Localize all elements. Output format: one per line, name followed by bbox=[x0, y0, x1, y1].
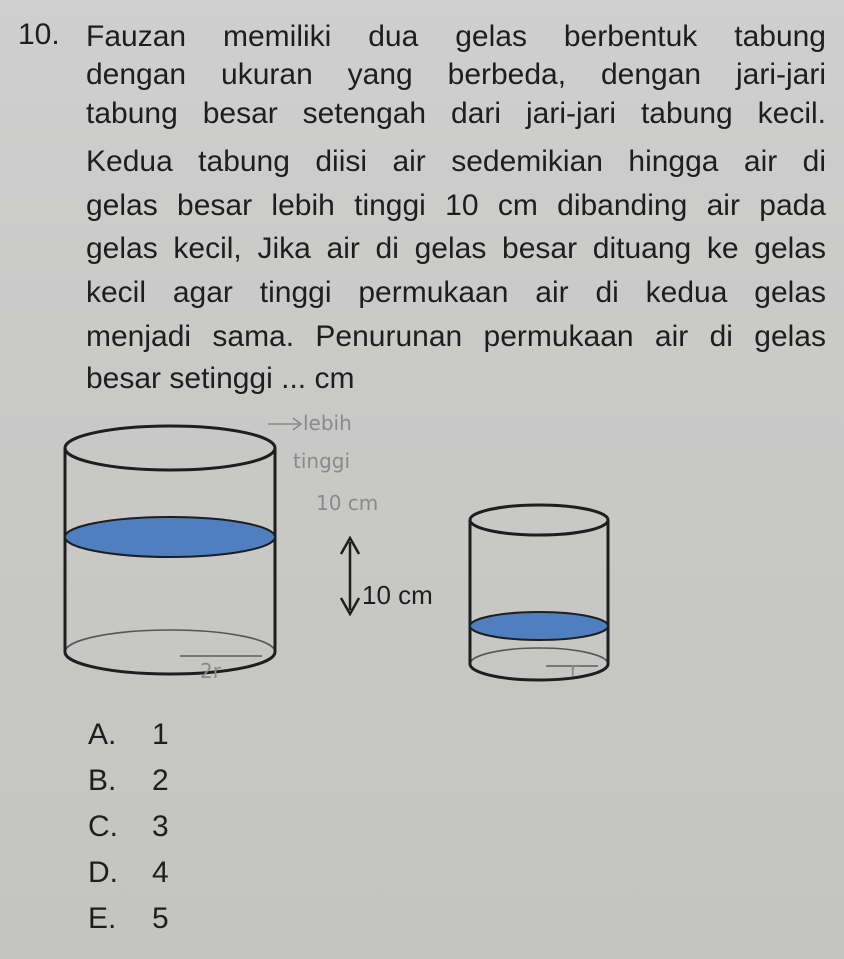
option-letter: B. bbox=[88, 764, 117, 797]
option-c[interactable] bbox=[88, 804, 169, 850]
height-difference-arrow bbox=[341, 538, 433, 614]
option-letter: A. bbox=[88, 718, 117, 751]
question-line: kecil agar tinggi permukaan air di kedua gelas bbox=[86, 276, 826, 309]
handwriting-note: r bbox=[570, 657, 579, 681]
question-line: besar setinggi ... cm bbox=[86, 362, 355, 395]
handwriting-note: 10 cm bbox=[316, 491, 379, 515]
question-line: gelas besar lebih tinggi 10 cm dibanding air pada bbox=[86, 189, 826, 222]
question-line: tabung besar setengah dari jari-jari tabung kecil. bbox=[86, 97, 826, 130]
option-letter: C. bbox=[88, 810, 118, 843]
question-line: Kedua tabung diisi air sedemikian hingga air di bbox=[86, 145, 826, 178]
question-line: menjadi sama. Penurunan permukaan air di gelas bbox=[86, 320, 826, 353]
handwriting-note: lebih bbox=[303, 411, 352, 435]
option-e[interactable] bbox=[88, 896, 169, 942]
option-value: 2 bbox=[152, 764, 169, 797]
option-a[interactable] bbox=[88, 712, 169, 758]
answer-options bbox=[88, 712, 169, 942]
question-number: 10. bbox=[18, 18, 60, 51]
large-cylinder bbox=[65, 426, 275, 674]
option-value: 3 bbox=[152, 810, 169, 843]
option-b[interactable] bbox=[88, 758, 169, 804]
option-value: 4 bbox=[152, 856, 169, 889]
question-line: dengan ukuran yang berbeda, dengan jari-jari bbox=[86, 58, 826, 91]
cylinders-diagram bbox=[0, 400, 844, 700]
option-value: 5 bbox=[152, 902, 169, 935]
option-letter: E. bbox=[88, 902, 117, 935]
cylinders-figure bbox=[0, 400, 844, 700]
small-cylinder bbox=[470, 505, 608, 680]
dimension-label: 10 cm bbox=[362, 580, 433, 610]
option-d[interactable] bbox=[88, 850, 169, 896]
question-line: Fauzan memiliki dua gelas berbentuk tabung bbox=[86, 20, 826, 53]
handwriting-note: 2r bbox=[200, 659, 221, 683]
large-water-surface bbox=[65, 517, 275, 557]
option-value: 1 bbox=[152, 718, 169, 751]
handwriting-note: tinggi bbox=[293, 449, 351, 473]
small-water-surface bbox=[470, 612, 608, 640]
option-letter: D. bbox=[88, 856, 118, 889]
question-line: gelas kecil, Jika air di gelas besar dituang ke gelas bbox=[86, 232, 826, 265]
